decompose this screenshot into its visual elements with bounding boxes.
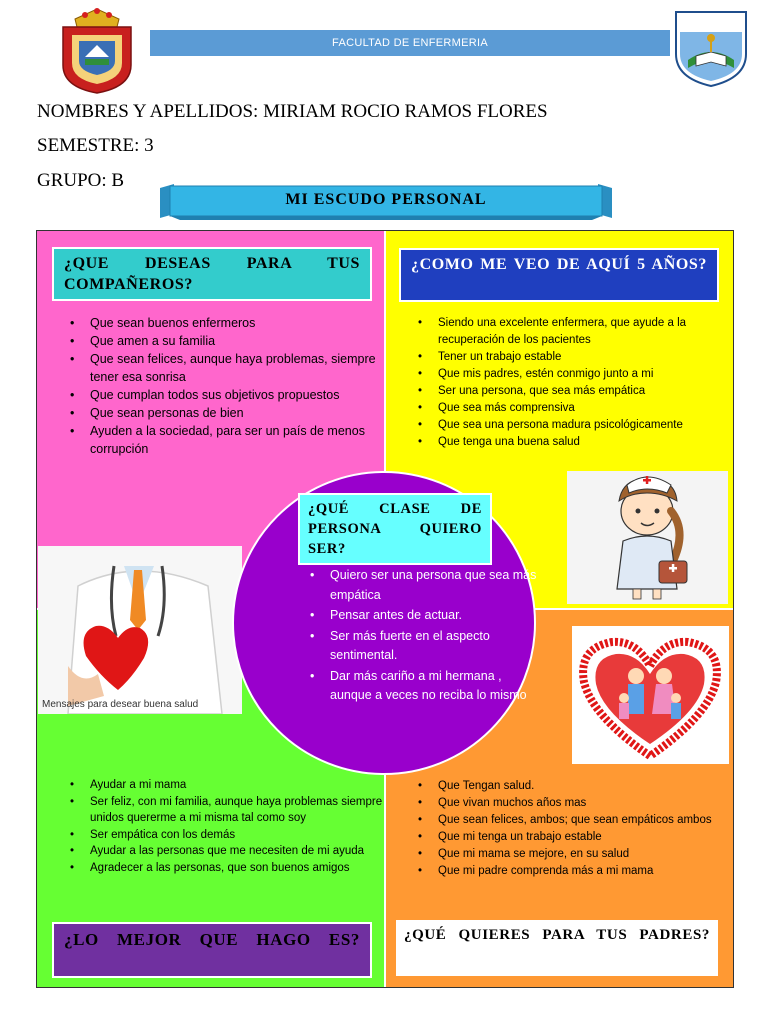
list-item: • Que tenga una buena salud <box>438 434 750 451</box>
list-item: • Dar más cariño a mi hermana , aunque a veces no reciba lo mismo <box>330 667 540 706</box>
list-item: • Que amen a su familia <box>90 332 400 350</box>
list-item: • Ser feliz, con mi familia, aunque haya problemas siempre unidos quererme a mi misma tal como soy <box>90 794 404 827</box>
shield-title: MI ESCUDO PERSONAL <box>285 191 487 208</box>
parents-question-title: ¿QUÉ QUIERES PARA TUS PADRES? <box>396 920 718 976</box>
list-item: • Que sean personas de bien <box>90 404 400 422</box>
semester-line: SEMESTRE: 3 <box>37 135 154 156</box>
university-crest-logo <box>55 5 140 95</box>
list-item: • Ser empática con los demás <box>90 827 404 844</box>
list-item: • Ser una persona, que sea más empática <box>438 383 750 400</box>
doctor-heart-photo <box>38 546 242 714</box>
person-goals-list <box>304 566 540 707</box>
list-item: • Ayudar a las personas que me necesiten de mi ayuda <box>90 843 404 860</box>
person-question-title: ¿QUÉ CLASE DE PERSONA QUIERO SER? <box>298 493 492 565</box>
five-years-question-title: ¿COMO ME VEO DE AQUÍ 5 AÑOS? <box>399 248 719 302</box>
list-item: • Ayudar a mi mama <box>90 777 404 794</box>
list-item: • Que sean felices, ambos; que sean empáticos ambos <box>438 812 748 829</box>
list-item: • Que sean felices, aunque haya problemas, siempre tener esa sonrisa <box>90 350 400 386</box>
list-item: • Que mi padre comprenda más a mi mama <box>438 863 748 880</box>
faculty-header-bar: FACULTAD DE ENFERMERIA <box>150 30 670 56</box>
list-item: • Tener un trabajo estable <box>438 349 750 366</box>
best-thing-question-title: ¿LO MEJOR QUE HAGO ES? <box>52 922 372 978</box>
student-name-line: NOMBRES Y APELLIDOS: MIRIAM ROCIO RAMOS FLORES <box>37 101 548 122</box>
group-line: GRUPO: B <box>37 170 125 191</box>
companions-wishes-list <box>64 314 400 458</box>
best-things-list <box>64 777 404 876</box>
family-heart-picture <box>572 626 729 764</box>
doctor-photo-caption: Mensajes para desear buena salud <box>42 699 199 710</box>
nurse-illustration <box>567 471 728 604</box>
list-item: • Que vivan muchos años mas <box>438 795 748 812</box>
faculty-shield-logo <box>672 8 750 88</box>
five-years-list <box>412 315 750 451</box>
list-item: • Que Tengan salud. <box>438 778 748 795</box>
list-item: • Que cumplan todos sus objetivos propuestos <box>90 386 400 404</box>
list-item: • Ayuden a la sociedad, para ser un país de menos corrupción <box>90 422 400 458</box>
list-item: • Ser más fuerte en el aspecto sentimental. <box>330 627 540 666</box>
list-item: • Que sea una persona madura psicológicamente <box>438 417 750 434</box>
list-item: • Que sean buenos enfermeros <box>90 314 400 332</box>
list-item: • Pensar antes de actuar. <box>330 606 540 626</box>
list-item: • Siendo una excelente enfermera, que ayude a la recuperación de los pacientes <box>438 315 750 349</box>
list-item: • Agradecer a las personas, que son buenos amigos <box>90 860 404 877</box>
parents-wishes-list <box>412 778 748 880</box>
list-item: • Que sea más comprensiva <box>438 400 750 417</box>
companions-question-title: ¿QUE DESEAS PARA TUS COMPAÑEROS? <box>52 247 372 301</box>
list-item: • Que mis padres, estén conmigo junto a mi <box>438 366 750 383</box>
list-item: • Que mi mama se mejore, en su salud <box>438 846 748 863</box>
list-item: • Que mi tenga un trabajo estable <box>438 829 748 846</box>
list-item: • Quiero ser una persona que sea más empática <box>330 566 540 605</box>
